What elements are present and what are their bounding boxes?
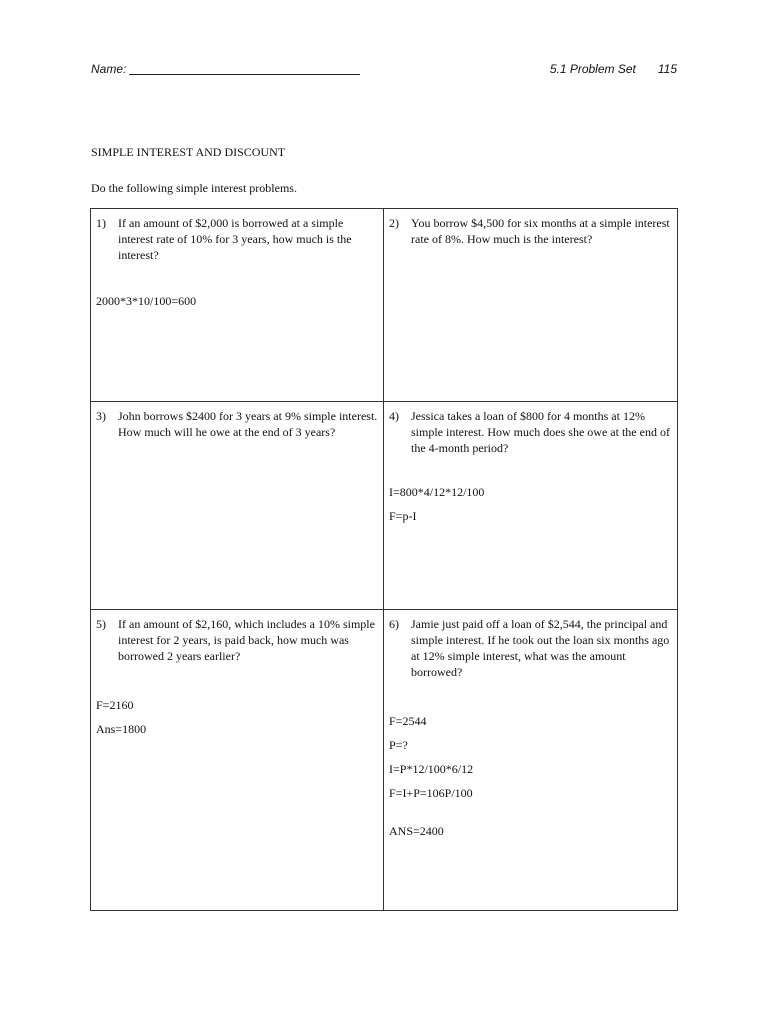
problem-statement [96,215,379,263]
problem-number: 4) [389,409,399,423]
problem-statement [389,215,673,247]
problem-cell-5 [91,610,384,910]
problem-text: Jamie just paid off a loan of $2,544, the principal and simple interest. If he took out the loan six months ago at 12% simple interest, what was the amount borrowed? [411,617,670,679]
problem-cell-3 [91,402,384,610]
problem-cell-6 [384,610,677,910]
work-line: P=? [389,738,408,752]
problem-number: 5) [96,617,106,631]
problem-statement [389,408,673,456]
work-line: F=p-I [389,509,417,523]
work-line: ANS=2400 [389,824,444,838]
problem-number: 1) [96,216,106,230]
work-area [389,713,473,847]
problem-cell-1 [91,209,384,402]
work-area [96,697,146,745]
work-area [389,484,484,532]
problem-statement [96,616,379,664]
work-line: F=2160 [96,698,134,712]
problem-text: John borrows $2400 for 3 years at 9% simple interest. How much will he owe at the end of 3 years? [118,409,378,439]
problem-number: 2) [389,216,399,230]
problem-number: 3) [96,409,106,423]
problem-statement [389,616,673,680]
problem-grid [90,208,678,911]
name-label: Name: [91,62,127,76]
work-line: F=I+P=106P/100 [389,786,473,800]
name-blank-line[interactable] [129,74,360,75]
work-area [96,293,196,317]
section-title: SIMPLE INTEREST AND DISCOUNT [91,145,286,159]
work-line: 2000*3*10/100=600 [96,294,197,308]
header-right [550,62,677,76]
instructions: Do the following simple interest problems. [91,181,297,195]
work-line: F=2544 [389,714,427,728]
problem-text: You borrow $4,500 for six months at a simple interest rate of 8%. How much is the interest? [411,216,670,246]
page-header [91,62,679,80]
work-line: Ans=1800 [96,722,147,736]
work-line: I=800*4/12*12/100 [389,485,485,499]
work-line: I=P*12/100*6/12 [389,762,474,776]
problem-text: If an amount of $2,000 is borrowed at a simple interest rate of 10% for 3 years, how much is the interest? [118,216,352,262]
page-number: 115 [657,62,677,76]
problem-text: Jessica takes a loan of $800 for 4 months at 12% simple interest. How much does she owe at the end of the 4-month period? [411,409,670,455]
problem-text: If an amount of $2,160, which includes a 10% simple interest for 2 years, is paid back, how much was borrowed 2 years earlier? [118,617,375,663]
problem-statement [96,408,379,440]
problem-number: 6) [389,617,399,631]
section-label: 5.1 Problem Set [549,62,636,76]
problem-cell-4 [384,402,677,610]
problem-cell-2 [384,209,677,402]
